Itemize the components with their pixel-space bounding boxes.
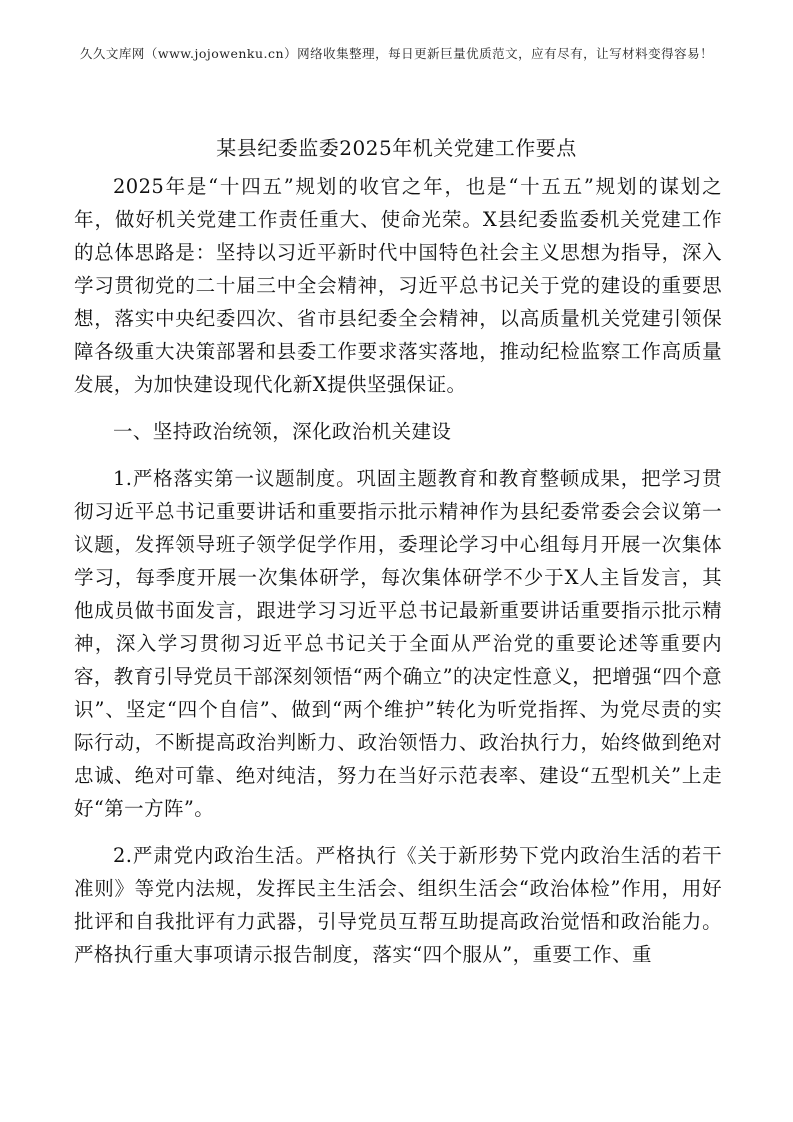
item-paragraph-2: 2.严肃党内政治生活。严格执行《关于新形势下党内政治生活的若干准则》等党内法规，发挥民主生活会、组织生活会“政治体检”作用，用好批评和自我批评有力武器，引导党员互帮互助提高政治觉悟和政治能力。严格执行重大事项请示报告制度，落实“四个服从”，重要工作、重: [74, 844, 722, 966]
intro-paragraph: 2025年是“十四五”规划的收官之年，也是“十五五”规划的谋划之年，做好机关党建工作责任重大、使命光荣。X县纪委监委机关党建工作的总体思路是：坚持以习近平新时代中国特色社会主义思想为指导，深入学习贯彻党的二十届三中全会精神，习近平总书记关于党的建设的重要思想，落实中央纪委四次、省市县纪委全会精神，以高质量机关党建引领保障各级重大决策部署和县委工作要求落实落地，推动纪检监察工作高质量发展，为加快建设现代化新X提供坚强保证。: [74, 175, 722, 396]
page-header-watermark: 久久文库网（www.jojowenku.cn）网络收集整理，每日更新巨量优质范文，应有尽有，让写材料变得容易！: [79, 46, 714, 61]
document-body: [74, 170, 722, 971]
document-title: 某县纪委监委2025年机关党建工作要点: [216, 136, 577, 160]
section-heading-1: 一、坚持政治统领，深化政治机关建设: [113, 420, 452, 443]
item-paragraph-1: 1.严格落实第一议题制度。巩固主题教育和教育整顿成果，把学习贯彻习近平总书记重要讲话和重要指示批示精神作为县纪委常委会会议第一议题，发挥领导班子领学促学作用，委理论学习中心组每月开展一次集体学习，每季度开展一次集体研学，每次集体研学不少于X人主旨发言，其他成员做书面发言，跟进学习习近平总书记最新重要讲话重要指示批示精神，深入学习贯彻习近平总书记关于全面从严治党的重要论述等重要内容，教育引导党员干部深刻领悟“两个确立”的决定性意义，把增强“四个意识”、坚定“四个自信”、做到“两个维护”转化为听党指挥、为党尽责的实际行动，不断提高政治判断力、政治领悟力、政治执行力，始终做到绝对忠诚、绝对可靠、绝对纯洁，努力在当好示范表率、建设“五型机关”上走好“第一方阵”。: [74, 467, 723, 820]
